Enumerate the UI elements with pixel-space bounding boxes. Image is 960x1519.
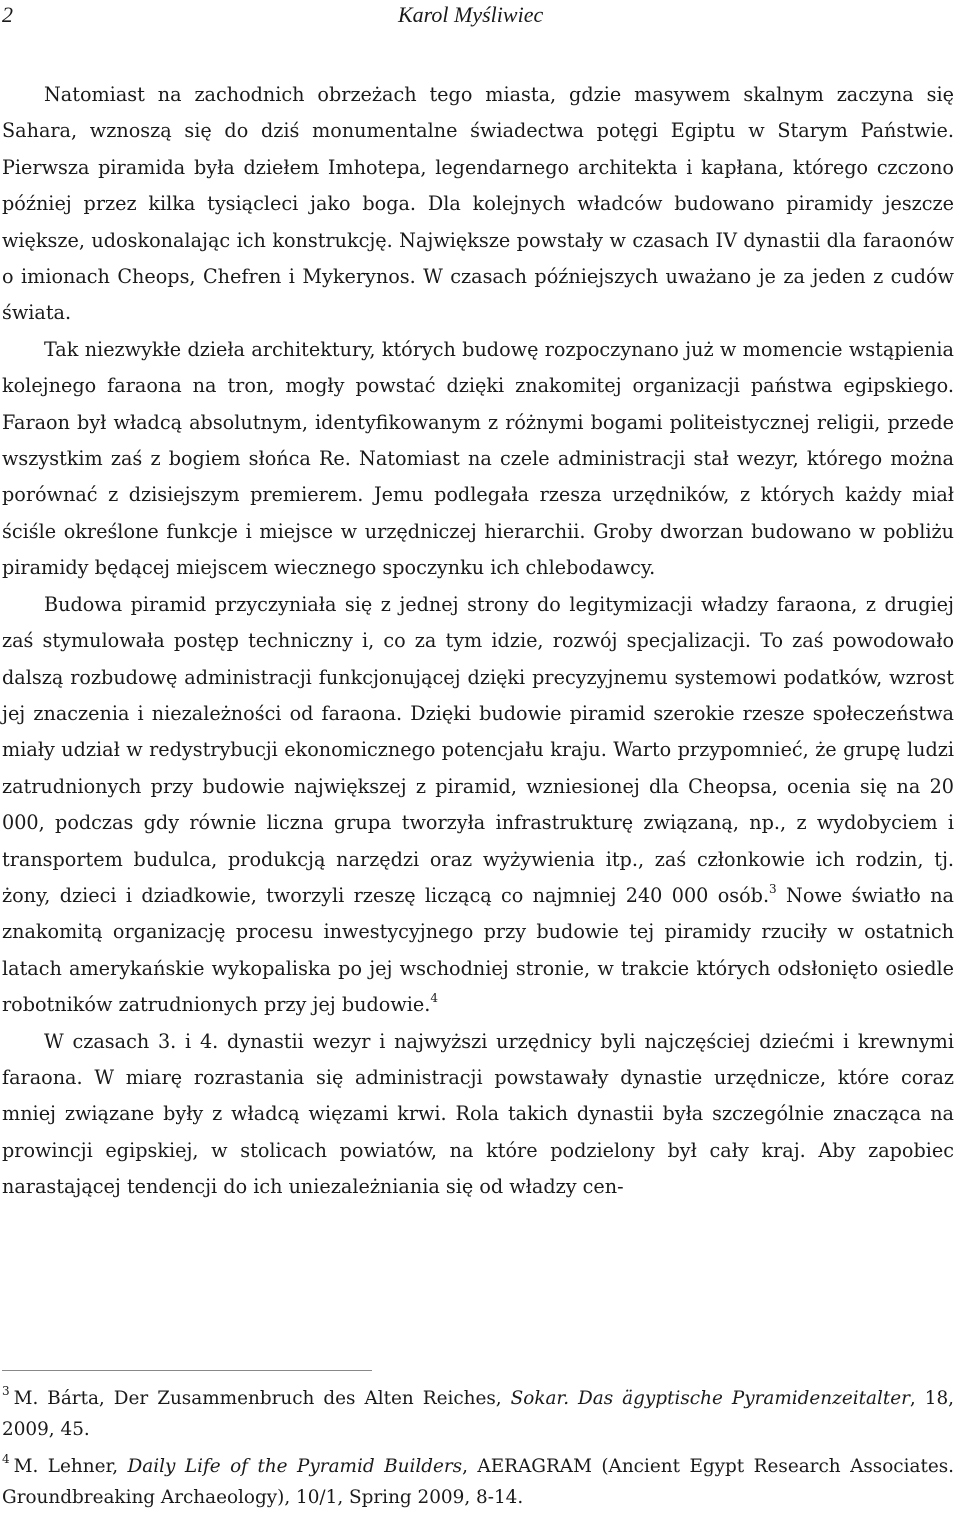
paragraph-3-text-a: Budowa piramid przyczyniała się z jednej strony do legitymizacji władzy faraona, z drugiej zaś stymulowała postęp techniczny i, co za tym idzie, rozwój specjalizacji. To zaś powodowało dalszą rozbudowę administracji funkcjonującej dzięki precyzyjnemu systemowi podatków, wzrost jej znaczenia i niezależności od faraona. Dzięki budowie piramid szerokie rzesze społeczeństwa miały udział w redystrybucji ekonomicznego potencjału kraju. Warto przypomnieć, że grupę ludzi zatrudnionych przy budowie największej z piramid, wzniesionej dla Cheopsa, ocenia się na 20 000, podczas gdy równie liczna grupa tworzyła infrastrukturę związaną, np., z wydobyciem i transportem budulca, produkcją narzędzi oraz wyżywienia itp., zaś członkowie ich rodzin, tj. żony, dzieci i dziadkowie, tworzyli rzeszę liczącą co najmniej 240 000 osób. xyxy=(2,592,954,907)
footnote-4-mark: 4 xyxy=(2,1452,10,1466)
footnotes xyxy=(2,1383,954,1519)
page-number: 2 xyxy=(2,2,13,27)
footnote-3-mark: 3 xyxy=(2,1384,10,1398)
paragraph-1: Natomiast na zachodnich obrzeżach tego miasta, gdzie masywem skalnym zaczyna się Sahara, wznoszą się do dziś monumentalne świadectwa potęgi Egiptu w Starym Państwie. Pierwsza piramida była dziełem Imhotepa, legendarnego architekta i kapłana, którego czczono później przez kilka tysiącleci jako boga. Dla kolejnych władców budowano piramidy jeszcze większe, udoskonalając ich konstrukcję. Największe powstały w czasach IV dynastii dla faraonów o imionach Cheops, Chefren i Mykerynos. W czasach późniejszych uważano je za jeden z cudów świata. xyxy=(2,83,954,325)
footnote-3-title: Sokar. Das ägyptische Pyramidenzeitalter xyxy=(510,1388,910,1409)
footnote-4-text-a: M. Lehner, xyxy=(13,1456,128,1477)
footnote-3 xyxy=(2,1383,954,1445)
footnote-3-text-b: , 18, 2009, 45. xyxy=(2,1388,955,1440)
footnote-4-title: Daily Life of the Pyramid Builders xyxy=(127,1456,463,1477)
footnote-4 xyxy=(2,1451,954,1513)
paragraph-3 xyxy=(2,587,954,1024)
footnote-separator xyxy=(2,1370,372,1371)
footnote-4-text-b: , AERAGRAM (Ancient Egypt Research Associates. Groundbreaking Archaeology), 10/1, Spring 2009, 8-14. xyxy=(2,1456,955,1508)
footnote-ref-3[interactable]: 3 xyxy=(769,881,777,896)
paragraph-4: W czasach 3. i 4. dynastii wezyr i najwyższi urzędnicy byli najczęściej dziećmi i krewnymi faraona. W miarę rozrastania się administracji powstawały dynastie urzędnicze, które coraz mniej związane były z władcą więzami krwi. Rola takich dynastii była szczególnie znacząca na prowincji egipskiej, w stolicach powiatów, na które podzielony był cały kraj. Aby zapobiec narastającej tendencji do ich uniezależniania się od władzy cen- xyxy=(2,1029,954,1199)
footnote-3-text-a: M. Bárta, Der Zusammenbruch des Alten Reiches, xyxy=(13,1388,511,1409)
body-text xyxy=(2,77,954,1206)
paragraph-3-text-b: Nowe światło na znakomitą organizację procesu inwestycyjnego przy budowie tej piramidy rzuciły w ostatnich latach amerykańskie wykopaliska po jej wschodniej stronie, w trakcie których odsłonięto osiedle robotników zatrudnionych przy jej budowie. xyxy=(2,883,954,1017)
footnote-ref-4[interactable]: 4 xyxy=(430,991,438,1006)
page-header xyxy=(0,0,960,40)
paragraph-2: Tak niezwykłe dzieła architektury, których budowę rozpoczynano już w momencie wstąpienia kolejnego faraona na tron, mogły powstać dzięki znakomitej organizacji państwa egipskiego. Faraon był władcą absolutnym, identyfikowanym z różnymi bogami politeistycznej religii, przede wszystkim zaś z bogiem słońca Re. Natomiast na czele administracji stał wezyr, którego można porównać z dzisiejszym premierem. Jemu podlegała rzesza urzędników, z których każdy miał ściśle określone funkcje i miejsce w urzędniczej hierarchii. Groby dworzan budowano w pobliżu piramidy będącej miejscem wiecznego spoczynku ich chlebodawcy. xyxy=(2,337,954,580)
running-head: Karol Myśliwiec xyxy=(398,2,544,27)
